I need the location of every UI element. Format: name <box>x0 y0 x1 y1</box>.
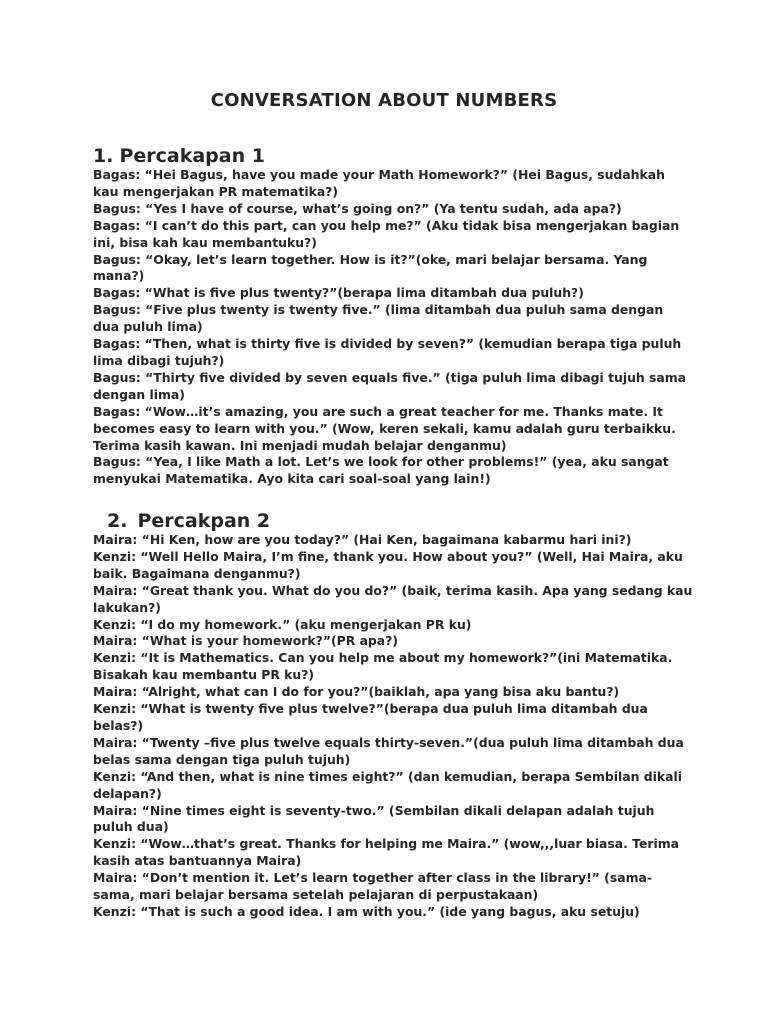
dialogue-line: Maira: “Alright, what can I do for you?”(baiklah, apa yang bisa aku bantu?) <box>93 684 620 700</box>
dialogue-line: Kenzi: “Well Hello Maira, I’m fine, thank you. How about you?” (Well, Hai Maira, aku baik. Bagaimana denganmu?) <box>93 548 683 581</box>
dialogue-line: Maira: “Don’t mention it. Let’s learn together after class in the library!” (sama-sama, mari belajar bersama setelah pelajaran di perpustakaan) <box>93 870 652 903</box>
dialogue-line: Kenzi: “That is such a good idea. I am with you.” (ide yang bagus, aku setuju) <box>93 903 640 919</box>
section-1-title: Percakapan 1 <box>119 145 265 167</box>
dialogue-line: Bagus: “Thirty five divided by seven equals five.” (tiga puluh lima dibagi tujuh sama dengan lima) <box>93 369 687 402</box>
section-1-dialogue <box>93 167 693 488</box>
dialogue-line: Bagus: “Yes I have of course, what’s going on?” (Ya tentu sudah, ada apa?) <box>93 200 622 216</box>
dialogue-line: Bagus: “Okay, let’s learn together. How is it?”(oke, mari belajar bersama. Yang mana?) <box>93 251 648 284</box>
section-2-dialogue <box>93 532 693 921</box>
section-2-title: Percakpan 2 <box>137 510 271 532</box>
dialogue-line: Maira: “What is your homework?”(PR apa?) <box>93 633 399 649</box>
dialogue-line: Kenzi: “It is Mathematics. Can you help me about my homework?”(ini Matematika. Bisakah kau membantu PR ku?) <box>93 650 673 683</box>
dialogue-line: Maira: “Hi Ken, how are you today?” (Hai Ken, bagaimana kabarmu hari ini?) <box>93 532 632 547</box>
dialogue-line: Kenzi: “What is twenty five plus twelve?”(berapa dua puluh lima ditambah dua belas?) <box>93 701 648 733</box>
dialogue-line: Bagas: “I can’t do this part, can you help me?” (Aku tidak bisa mengerjakan bagian ini, bisa kah kau membantuku?) <box>93 217 680 250</box>
dialogue-line: Bagus: “Five plus twenty is twenty five.” (lima ditambah dua puluh sama dengan dua puluh lima) <box>93 302 664 335</box>
section-2-heading <box>107 510 270 532</box>
dialogue-line: Maira: “Great thank you. What do you do?” (baik, terima kasih. Apa yang sedang kau lakukan?) <box>93 582 693 615</box>
dialogue-line: Maira: “Nine times eight is seventy-two.” (Sembilan dikali delapan adalah tujuh puluh dua) <box>93 802 655 835</box>
section-2-number: 2. <box>107 510 128 532</box>
section-1-number: 1. <box>93 145 114 167</box>
dialogue-line: Bagas: “What is five plus twenty?”(berapa lima ditambah dua puluh?) <box>93 285 584 301</box>
section-1-heading <box>93 145 265 167</box>
dialogue-line: Bagas: “Hei Bagus, have you made your Math Homework?” (Hei Bagus, sudahkah kau mengerjakan PR matematika?) <box>93 167 665 199</box>
dialogue-line: Kenzi: “I do my homework.” (aku mengerjakan PR ku) <box>93 616 472 632</box>
dialogue-line: Maira: “Twenty –five plus twelve equals thirty-seven.”(dua puluh lima ditambah dua belas sama dengan tiga puluh tujuh) <box>93 734 684 767</box>
dialogue-line: Bagus: “Yea, I like Math a lot. Let’s we look for other problems!” (yea, aku sangat menyukai Matematika. Ayo kita cari soal-soal yang lain!) <box>93 454 669 487</box>
dialogue-line: Bagas: “Wow…it’s amazing, you are such a great teacher for me. Thanks mate. It becomes easy to learn with you.” (Wow, keren sekali, kamu adalah guru terbaikku. Terima kasih kawan. Ini menjadi mudah belajar denganmu) <box>93 403 676 453</box>
dialogue-line: Kenzi: “And then, what is nine times eight?” (dan kemudian, berapa Sembilan dikali delapan?) <box>93 768 682 801</box>
dialogue-line: Kenzi: “Wow…that’s great. Thanks for helping me Maira.” (wow,,,luar biasa. Terima kasih atas bantuannya Maira) <box>93 836 679 869</box>
dialogue-line: Bagas: “Then, what is thirty five is divided by seven?” (kemudian berapa tiga puluh lima dibagi tujuh?) <box>93 336 682 368</box>
document-title: CONVERSATION ABOUT NUMBERS <box>210 90 558 111</box>
